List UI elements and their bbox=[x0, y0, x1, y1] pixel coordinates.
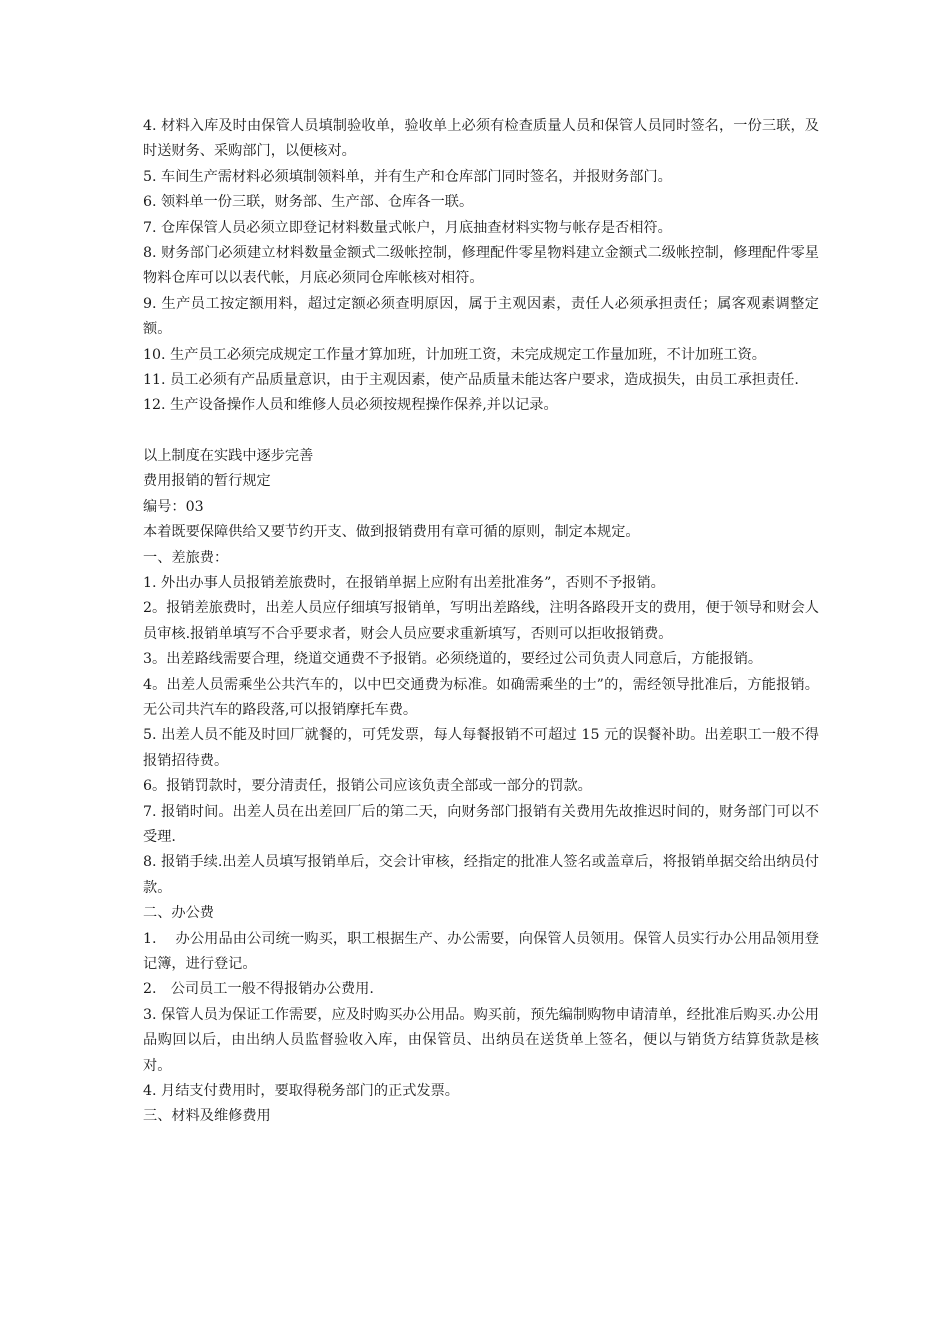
paragraph: 4. 材料入库及时由保管人员填制验收单，验收单上必须有检查质量人员和保管人员同时签名，一份三联，及时送财务、采购部门，以便核对。 bbox=[143, 118, 819, 160]
paragraph: 5. 出差人员不能及时回厂就餐的，可凭发票，每人每餐报销不可超过 15 元的误餐补助。出差职工一般不得报销招待费。 bbox=[143, 727, 819, 769]
paragraph: 6。报销罚款时，要分清责任，报销公司应该负责全部或一部分的罚款。 bbox=[143, 778, 592, 795]
section-heading: 二、办公费 bbox=[143, 905, 214, 922]
section-heading: 三、材料及维修费用 bbox=[143, 1108, 271, 1125]
paragraph: 5. 车间生产需材料必须填制领料单，并有生产和仓库部门同时签名，并报财务部门。 bbox=[143, 168, 672, 185]
paragraph: 4。出差人员需乘坐公共汽车的，以中巴交通费为标准。如确需乘坐的士”的，需经领导批准后，方能报销。无公司共汽车的路段落,可以报销摩托车费。 bbox=[143, 676, 819, 718]
paragraph: 12. 生产设备操作人员和维修人员必须按规程操作保养,并以记录。 bbox=[143, 397, 558, 414]
paragraph: 1. 办公用品由公司统一购买，职工根据生产、办公需要，向保管人员领用。保管人员实行办公用品领用登记簿，进行登记。 bbox=[143, 930, 819, 972]
paragraph: 4. 月结支付费用时，要取得税务部门的正式发票。 bbox=[143, 1083, 459, 1100]
paragraph: 10. 生产员工必须完成规定工作量才算加班，计加班工资，未完成规定工作量加班，不计加班工资。 bbox=[143, 346, 766, 363]
paragraph: 8. 财务部门必须建立材料数量金额式二级帐控制，修理配件零星物料建立金额式二级帐控制，修理配件零星物料仓库可以以表代帐，月底必须同仓库帐核对相符。 bbox=[143, 245, 819, 287]
paragraph: 7. 报销时间。出差人员在出差回厂后的第二天，向财务部门报销有关费用先故推迟时间的，财务部门可以不受理. bbox=[143, 803, 819, 845]
paragraph: 3。出差路线需要合理，绕道交通费不予报销。必须绕道的，要经过公司负责人同意后，方能报销。 bbox=[143, 651, 763, 668]
paragraph: 6. 领料单一份三联，财务部、生产部、仓库各一联。 bbox=[143, 194, 474, 211]
document-number: 编号：03 bbox=[143, 498, 204, 515]
paragraph: 7. 仓库保管人员必须立即登记材料数量式帐户，月底抽查材料实物与帐存是否相符。 bbox=[143, 219, 672, 236]
document-body bbox=[143, 114, 819, 1130]
paragraph: 3. 保管人员为保证工作需要，应及时购买办公用品。购买前，预先编制购物申请清单，经批准后购买.办公用品购回以后，由出纳人员监督验收入库，由保管员、出纳员在送货单上签名，便以与销货方结算货款是核对。 bbox=[143, 1006, 819, 1074]
section-heading: 一、差旅费： bbox=[143, 549, 229, 566]
preamble: 本着既要保障供给又要节约开支、做到报销费用有章可循的原则，制定本规定。 bbox=[143, 524, 640, 541]
paragraph: 2。报销差旅费时，出差人员应仔细填写报销单，写明出差路线，注明各路段开支的费用，便于领导和财会人员审核.报销单填写不合乎要求者，财会人员应要求重新填写，否则可以拒收报销费。 bbox=[143, 600, 819, 642]
paragraph: 9. 生产员工按定额用料，超过定额必须查明原因，属于主观因素，责任人必须承担责任；属客观素调整定额。 bbox=[143, 295, 819, 338]
paragraph: 11. 员工必须有产品质量意识，由于主观因素，使产品质量未能达客户要求，造成损失，由员工承担责任. bbox=[143, 372, 799, 389]
paragraph: 1. 外出办事人员报销差旅费时，在报销单据上应附有出差批准务”，否则不予报销。 bbox=[143, 574, 665, 591]
regulation-list-b bbox=[143, 444, 819, 1130]
paragraph: 8. 报销手续.出差人员填写报销单后，交会计审核，经指定的批准人签名或盖章后，将报销单据交给出纳员付款。 bbox=[143, 854, 819, 896]
regulation-list-a bbox=[143, 114, 819, 419]
paragraph: 2. 公司员工一般不得报销办公费用. bbox=[143, 981, 374, 998]
closing-note: 以上制度在实践中逐步完善 bbox=[143, 447, 314, 464]
document-title: 费用报销的暂行规定 bbox=[143, 473, 271, 490]
section-gap bbox=[143, 419, 819, 444]
